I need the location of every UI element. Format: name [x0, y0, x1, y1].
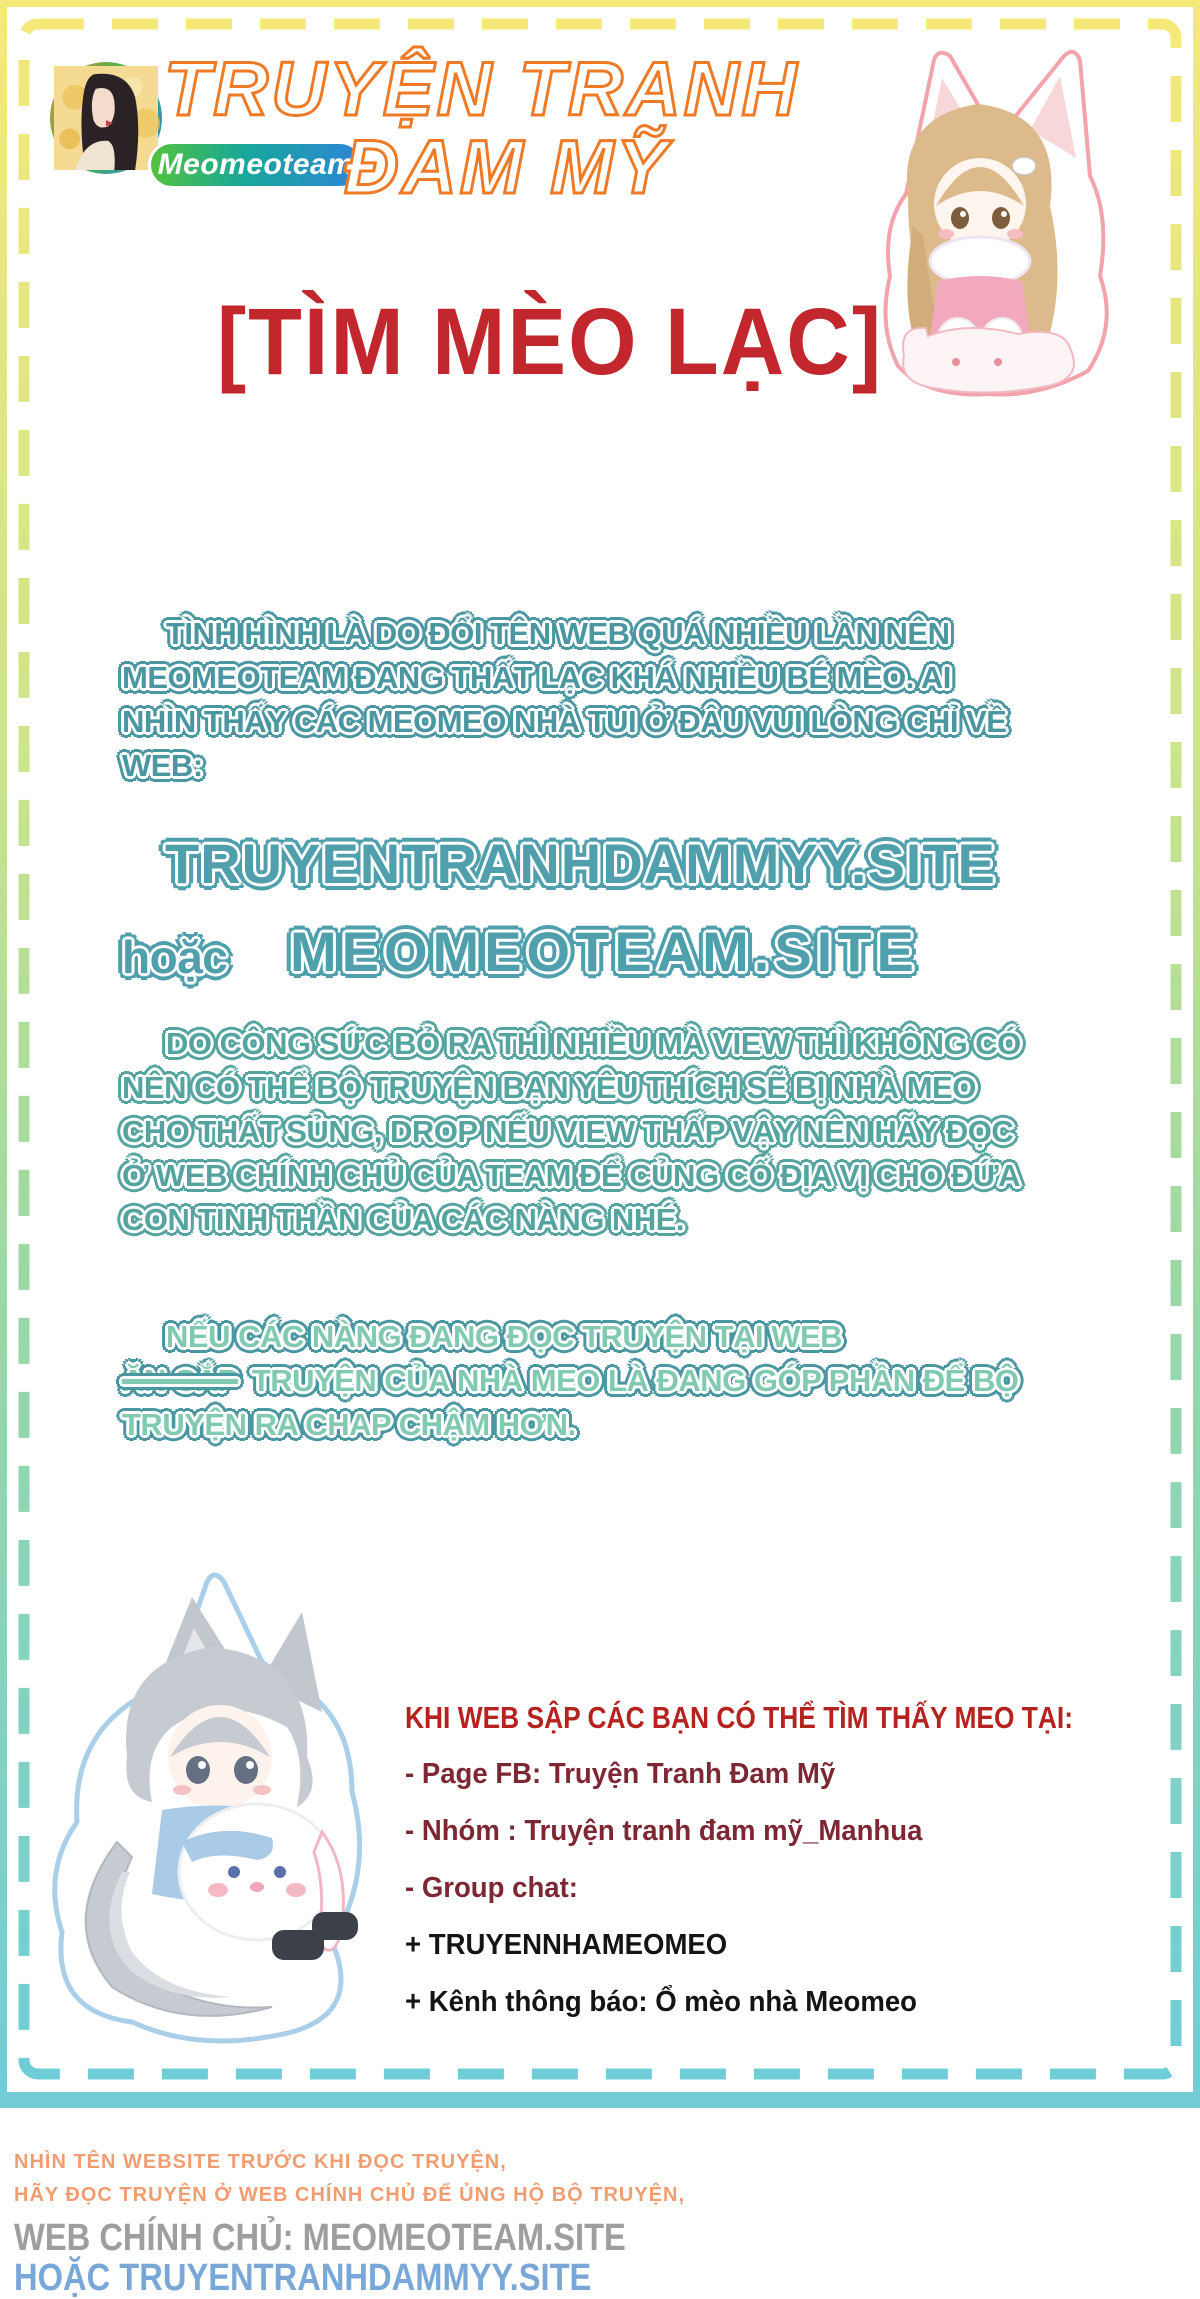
primary-site-url: TRUYENTRANHDAMMYY.SITE [165, 832, 996, 895]
paragraph-line: NÊN CÓ THỂ BỘ TRUYỆN BẠN YÊU THÍCH SẼ BỊ NHÀ MEO [122, 1070, 976, 1105]
paragraph-line: CON TINH THẦN CỦA CÁC NÀNG NHÉ. [122, 1202, 684, 1237]
paragraph-line: TÌNH HÌNH LÀ DO ĐỔI TÊN WEB QUÁ NHIỀU LẦN NÊN [166, 616, 950, 651]
team-avatar-photo [54, 66, 158, 170]
secondary-site-url: MEOMEOTEAM.SITE [290, 920, 919, 983]
wolf-boy-mascot-illustration [22, 1542, 402, 2057]
team-avatar [50, 62, 162, 174]
footer-note-line2: HÃY ĐỌC TRUYỆN Ở WEB CHÍNH CHỦ ĐỂ ỦNG HỘ BỘ TRUYỆN, [14, 2184, 686, 2206]
team-name-label: Meomeoteam [157, 148, 355, 181]
struck-words: ĂN CẮP [122, 1363, 238, 1398]
paragraph-line: TRUYỆN RA CHAP CHẬM HƠN. [122, 1407, 576, 1442]
footer [14, 2146, 725, 2298]
paragraph-line: WEB: [122, 748, 203, 783]
paragraph-line: DO CÔNG SỨC BỎ RA THÌ NHIỀU MÀ VIEW THÌ KHÔNG CÓ [166, 1026, 1021, 1061]
footer-main-site: WEB CHÍNH CHỦ: MEOMEOTEAM.SITE [14, 2217, 626, 2259]
contact-item-facebook-page: - Page FB: Truyện Tranh Đam Mỹ [405, 1758, 836, 1790]
paragraph-line-rest: TRUYỆN CỦA NHÀ MEO LÀ ĐANG GÓP PHẦN ĐỂ BỘ [251, 1363, 1019, 1398]
footer-note-line1: NHÌN TÊN WEBSITE TRƯỚC KHI ĐỌC TRUYỆN, [14, 2151, 507, 2173]
paragraph-line: Ở WEB CHÍNH CHỦ CỦA TEAM ĐỂ CỦNG CỐ ĐỊA VỊ CHO ĐỨA [122, 1158, 1021, 1193]
lost-cat-title: [TÌM MÈO LẠC] [216, 287, 884, 395]
contact-item-chat-name: + TRUYENNHAMEOMEO [405, 1929, 728, 1961]
team-name-badge [148, 141, 364, 189]
site-title-line2: ĐAM MỸ [344, 125, 671, 210]
site-title-line1: TRUYỆN TRANH [164, 47, 800, 132]
url-conjunction: hoặc [122, 931, 228, 983]
footer-alt-site: HOẶC TRUYENTRANHDAMMYY.SITE [14, 2257, 592, 2299]
contact-item-group: - Nhóm : Truyện tranh đam mỹ_Manhua [405, 1815, 923, 1847]
contact-item-group-chat: - Group chat: [405, 1872, 578, 1904]
contact-heading: KHI WEB SẬP CÁC BẠN CÓ THỂ TÌM THẤY MEO TẠI: [405, 1700, 1074, 1735]
contact-block [405, 1700, 1165, 2043]
paragraph-line: NHÌN THẤY CÁC MEOMEO NHÀ TUI Ở ĐÂU VUI LÒNG CHỈ VỀ [122, 704, 1007, 739]
paragraph-3 [122, 1315, 1018, 1447]
paragraph-line: CHO THẤT SỦNG, DROP NẾU VIEW THẤP VẬY NÊN HÃY ĐỌC [122, 1114, 1014, 1149]
paragraph-2 [122, 1022, 1021, 1242]
paragraph-line: MEOMEOTEAM ĐANG THẤT LẠC KHÁ NHIỀU BÉ MÈO. AI [122, 660, 951, 695]
paragraph-1 [122, 612, 1006, 788]
paragraph-line: NẾU CÁC NÀNG ĐANG ĐỌC TRUYỆN TẠI WEB [166, 1319, 843, 1354]
paragraph-line [122, 1359, 1018, 1403]
contact-item-channel: + Kênh thông báo: Ổ mèo nhà Meomeo [405, 1986, 917, 2018]
